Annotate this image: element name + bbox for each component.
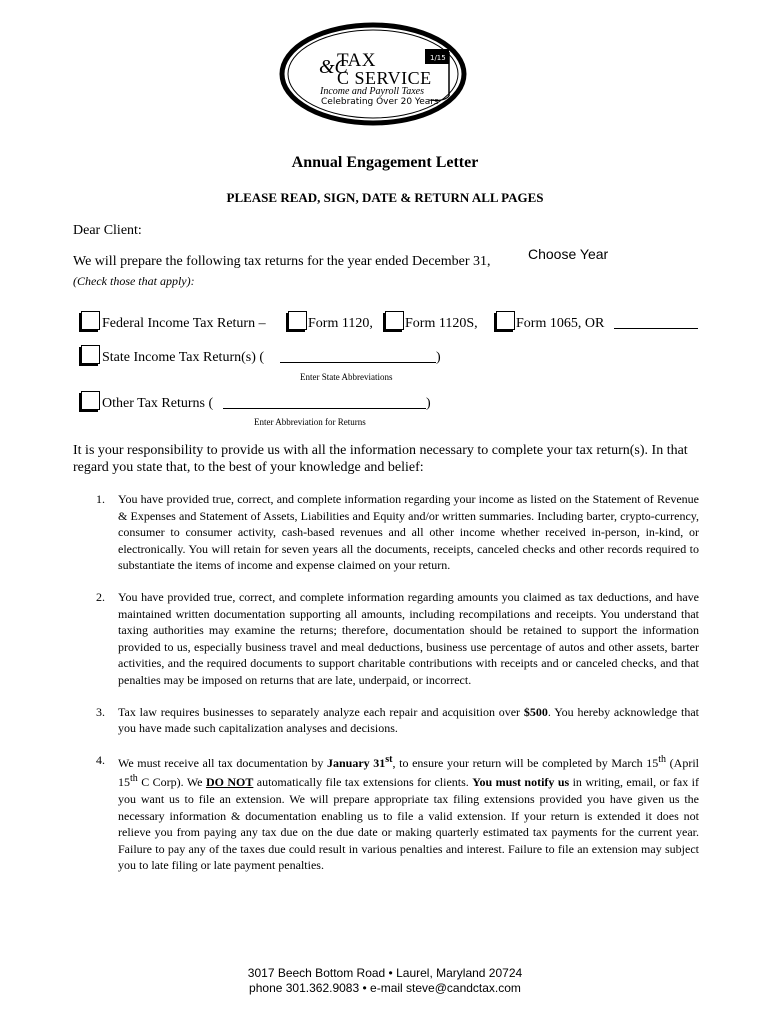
terms-list [73, 491, 699, 889]
federal-checkbox[interactable] [81, 311, 100, 330]
logo-flag: 1/15 [430, 54, 446, 62]
list-item [73, 704, 699, 737]
other-close: ) [426, 396, 431, 411]
federal-label: Federal Income Tax Return – [102, 316, 266, 331]
footer-contact: phone 301.362.9083 • e-mail steve@candctax.com [249, 981, 521, 995]
other-hint: Enter Abbreviation for Returns [254, 417, 366, 427]
item-text: , to ensure your return will be completed by March 15 [392, 755, 659, 770]
deadline-date: January 31 [326, 755, 386, 770]
check-note: (Check those that apply): [73, 274, 195, 288]
list-item [73, 589, 699, 689]
item-text: automatically file tax extensions for clients. [253, 775, 473, 790]
prepare-text: We will prepare the following tax returns for the year ended December 31, [73, 254, 491, 269]
notify-emphasis: You must notify us [472, 775, 570, 790]
item-text: C Corp). We [137, 775, 206, 790]
year-select[interactable]: Choose Year [528, 246, 609, 262]
other-checkbox[interactable] [81, 391, 100, 410]
other-form-blank[interactable] [614, 316, 698, 329]
state-checkbox[interactable] [81, 345, 100, 364]
item-text: . You hereby acknowledge that you have made such capitalization analyses and decisions. [118, 704, 699, 736]
company-logo [279, 22, 467, 127]
state-label: State Income Tax Return(s) ( [102, 350, 265, 365]
other-abbrev-blank[interactable] [223, 396, 426, 409]
responsibility-paragraph: It is your responsibility to provide us with all the information necessary to complete your tax return(s). In that regard you state that, to the best of your knowledge and belief: [73, 443, 688, 475]
item-number: 4. [96, 752, 105, 767]
do-not-emphasis: DO NOT [205, 775, 254, 790]
item-text: (April 15 [118, 755, 700, 790]
item-text: You have provided true, correct, and complete information regarding amounts you claimed as tax deductions, and have maintained written documentation supporting all amounts, including recompilations and receipts. You understand that taxing authorities may examine the returns; therefore, documentation should be retained to support the information provided to us, especially business travel and meal deductions, business use percentage of autos and other assets, barter activities, and the required documents to support charitable contributions with receipts and or canceled checks, and that penalties may be imposed on returns that are late, underpaid, or incorrect. [118, 589, 699, 687]
letter-title: Annual Engagement Letter [291, 154, 479, 171]
letter-subtitle: PLEASE READ, SIGN, DATE & RETURN ALL PAGES [226, 190, 544, 205]
form1120s-checkbox[interactable] [385, 311, 404, 330]
other-label: Other Tax Returns ( [102, 396, 214, 411]
deadline-sup: st [385, 753, 393, 765]
footer [0, 966, 770, 996]
item-number: 3. [96, 704, 105, 719]
form1065-checkbox[interactable] [496, 311, 515, 330]
logo-cc: &C [319, 56, 348, 78]
list-item [73, 752, 699, 874]
item-text: You have provided true, correct, and complete information regarding your income as listed on the Statement of Revenue & Expenses and Statement of Assets, Liabilities and Equity and/or written summaries. Including barter, crypto-currency, consumer to consumer activity, cash-based revenues and all other income whether received in-person, in-kind, or electronically. You will retain for seven years all the documents, receipts, canceled checks and other records required to substantiate the items of income and expense claimed on your return. [118, 492, 699, 573]
logo-service: C SERVICE [337, 68, 432, 88]
march-sup: th [658, 753, 667, 765]
state-close: ) [436, 350, 441, 365]
logo-celebrating: Celebrating Over 20 Years [321, 97, 439, 107]
form1120s-label: Form 1120S, [405, 316, 478, 331]
salutation: Dear Client: [73, 223, 142, 238]
form1120-checkbox[interactable] [288, 311, 307, 330]
item-number: 2. [96, 589, 105, 604]
list-item [73, 491, 699, 574]
state-abbrev-blank[interactable] [280, 350, 436, 363]
item-text: in writing, email, or fax if you want us to file an extension. We will prepare appropriate tax filing extensions provided you have given us the necessary information & documentation enabling us to file a valid extension. If your return is extended it does not relieve you from paying any tax due on the due date or making quarterly estimated tax payments for the current year. Failure to pay any of the taxes due could result in various penalties and interest. Failure to file an extension may subject you to late filing or late payment penalties. [118, 775, 699, 873]
april-sup: th [130, 773, 138, 785]
logo-tax: TAX [337, 50, 377, 71]
form1065-label: Form 1065, OR [516, 316, 605, 331]
item-amount: $500 [523, 704, 548, 719]
state-hint: Enter State Abbreviations [300, 372, 393, 382]
item-number: 1. [96, 492, 105, 506]
item-text: We must receive all tax documentation by [118, 755, 327, 770]
logo-subtitle: Income and Payroll Taxes [320, 86, 424, 97]
footer-address: 3017 Beech Bottom Road • Laurel, Maryland 20724 [247, 966, 523, 980]
item-text: Tax law requires businesses to separately analyze each repair and acquisition over [118, 704, 524, 719]
form1120-label: Form 1120, [308, 316, 373, 331]
